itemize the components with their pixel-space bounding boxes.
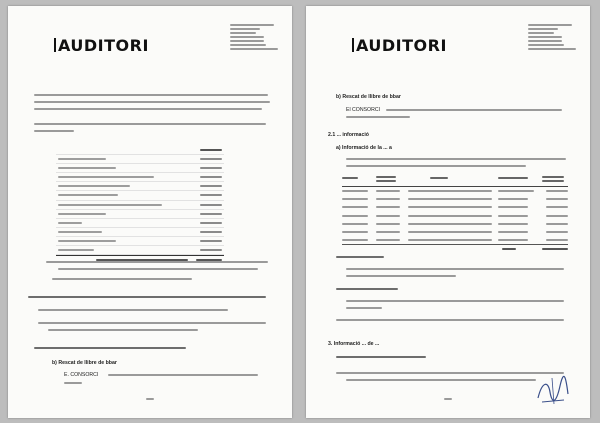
table-header <box>56 146 224 155</box>
table-row <box>342 212 568 220</box>
address-block <box>230 22 290 52</box>
table-row <box>56 191 224 200</box>
table-row <box>342 187 568 195</box>
table-row <box>342 228 568 236</box>
funding-table <box>56 146 224 264</box>
subsection-b-lead: E. CONSORCI <box>64 372 99 378</box>
table-header <box>342 174 568 187</box>
table-total-row <box>342 244 568 253</box>
signature-icon <box>532 374 572 408</box>
logo-mark-icon <box>54 38 56 52</box>
table-row <box>56 155 224 164</box>
table-row <box>56 173 224 182</box>
table-row <box>342 195 568 203</box>
logo-text: AUDITORI <box>58 36 149 55</box>
page-number <box>444 398 452 400</box>
item-3-heading: 3. Informació ... de ... <box>328 341 380 347</box>
auditori-logo <box>54 36 149 55</box>
table-row <box>56 246 224 255</box>
page-number <box>146 398 154 400</box>
item-b-heading: b) Rescat de llibre de bbar <box>336 94 401 100</box>
table-row <box>342 236 568 244</box>
table-row <box>56 182 224 191</box>
table-row <box>342 203 568 211</box>
page-left <box>8 6 292 418</box>
invoice-table <box>342 174 568 254</box>
logo-mark-icon <box>352 38 354 52</box>
item-2-heading: 2.1 ... informació <box>328 132 369 138</box>
item-b-lead: El CONSORCI <box>346 107 381 113</box>
table-row <box>56 210 224 219</box>
table-row <box>342 220 568 228</box>
subitem-a-heading: a) Informació de la ... a <box>336 145 392 151</box>
logo-text: AUDITORI <box>356 36 447 55</box>
table-row <box>56 228 224 237</box>
address-block <box>528 22 588 52</box>
table-row <box>56 201 224 210</box>
auditori-logo <box>352 36 447 55</box>
page-right <box>306 6 590 418</box>
table-row <box>56 237 224 246</box>
subsection-b-heading: b) Rescat de llibre de bbar <box>52 360 117 366</box>
table-row <box>56 164 224 173</box>
table-row <box>56 219 224 228</box>
